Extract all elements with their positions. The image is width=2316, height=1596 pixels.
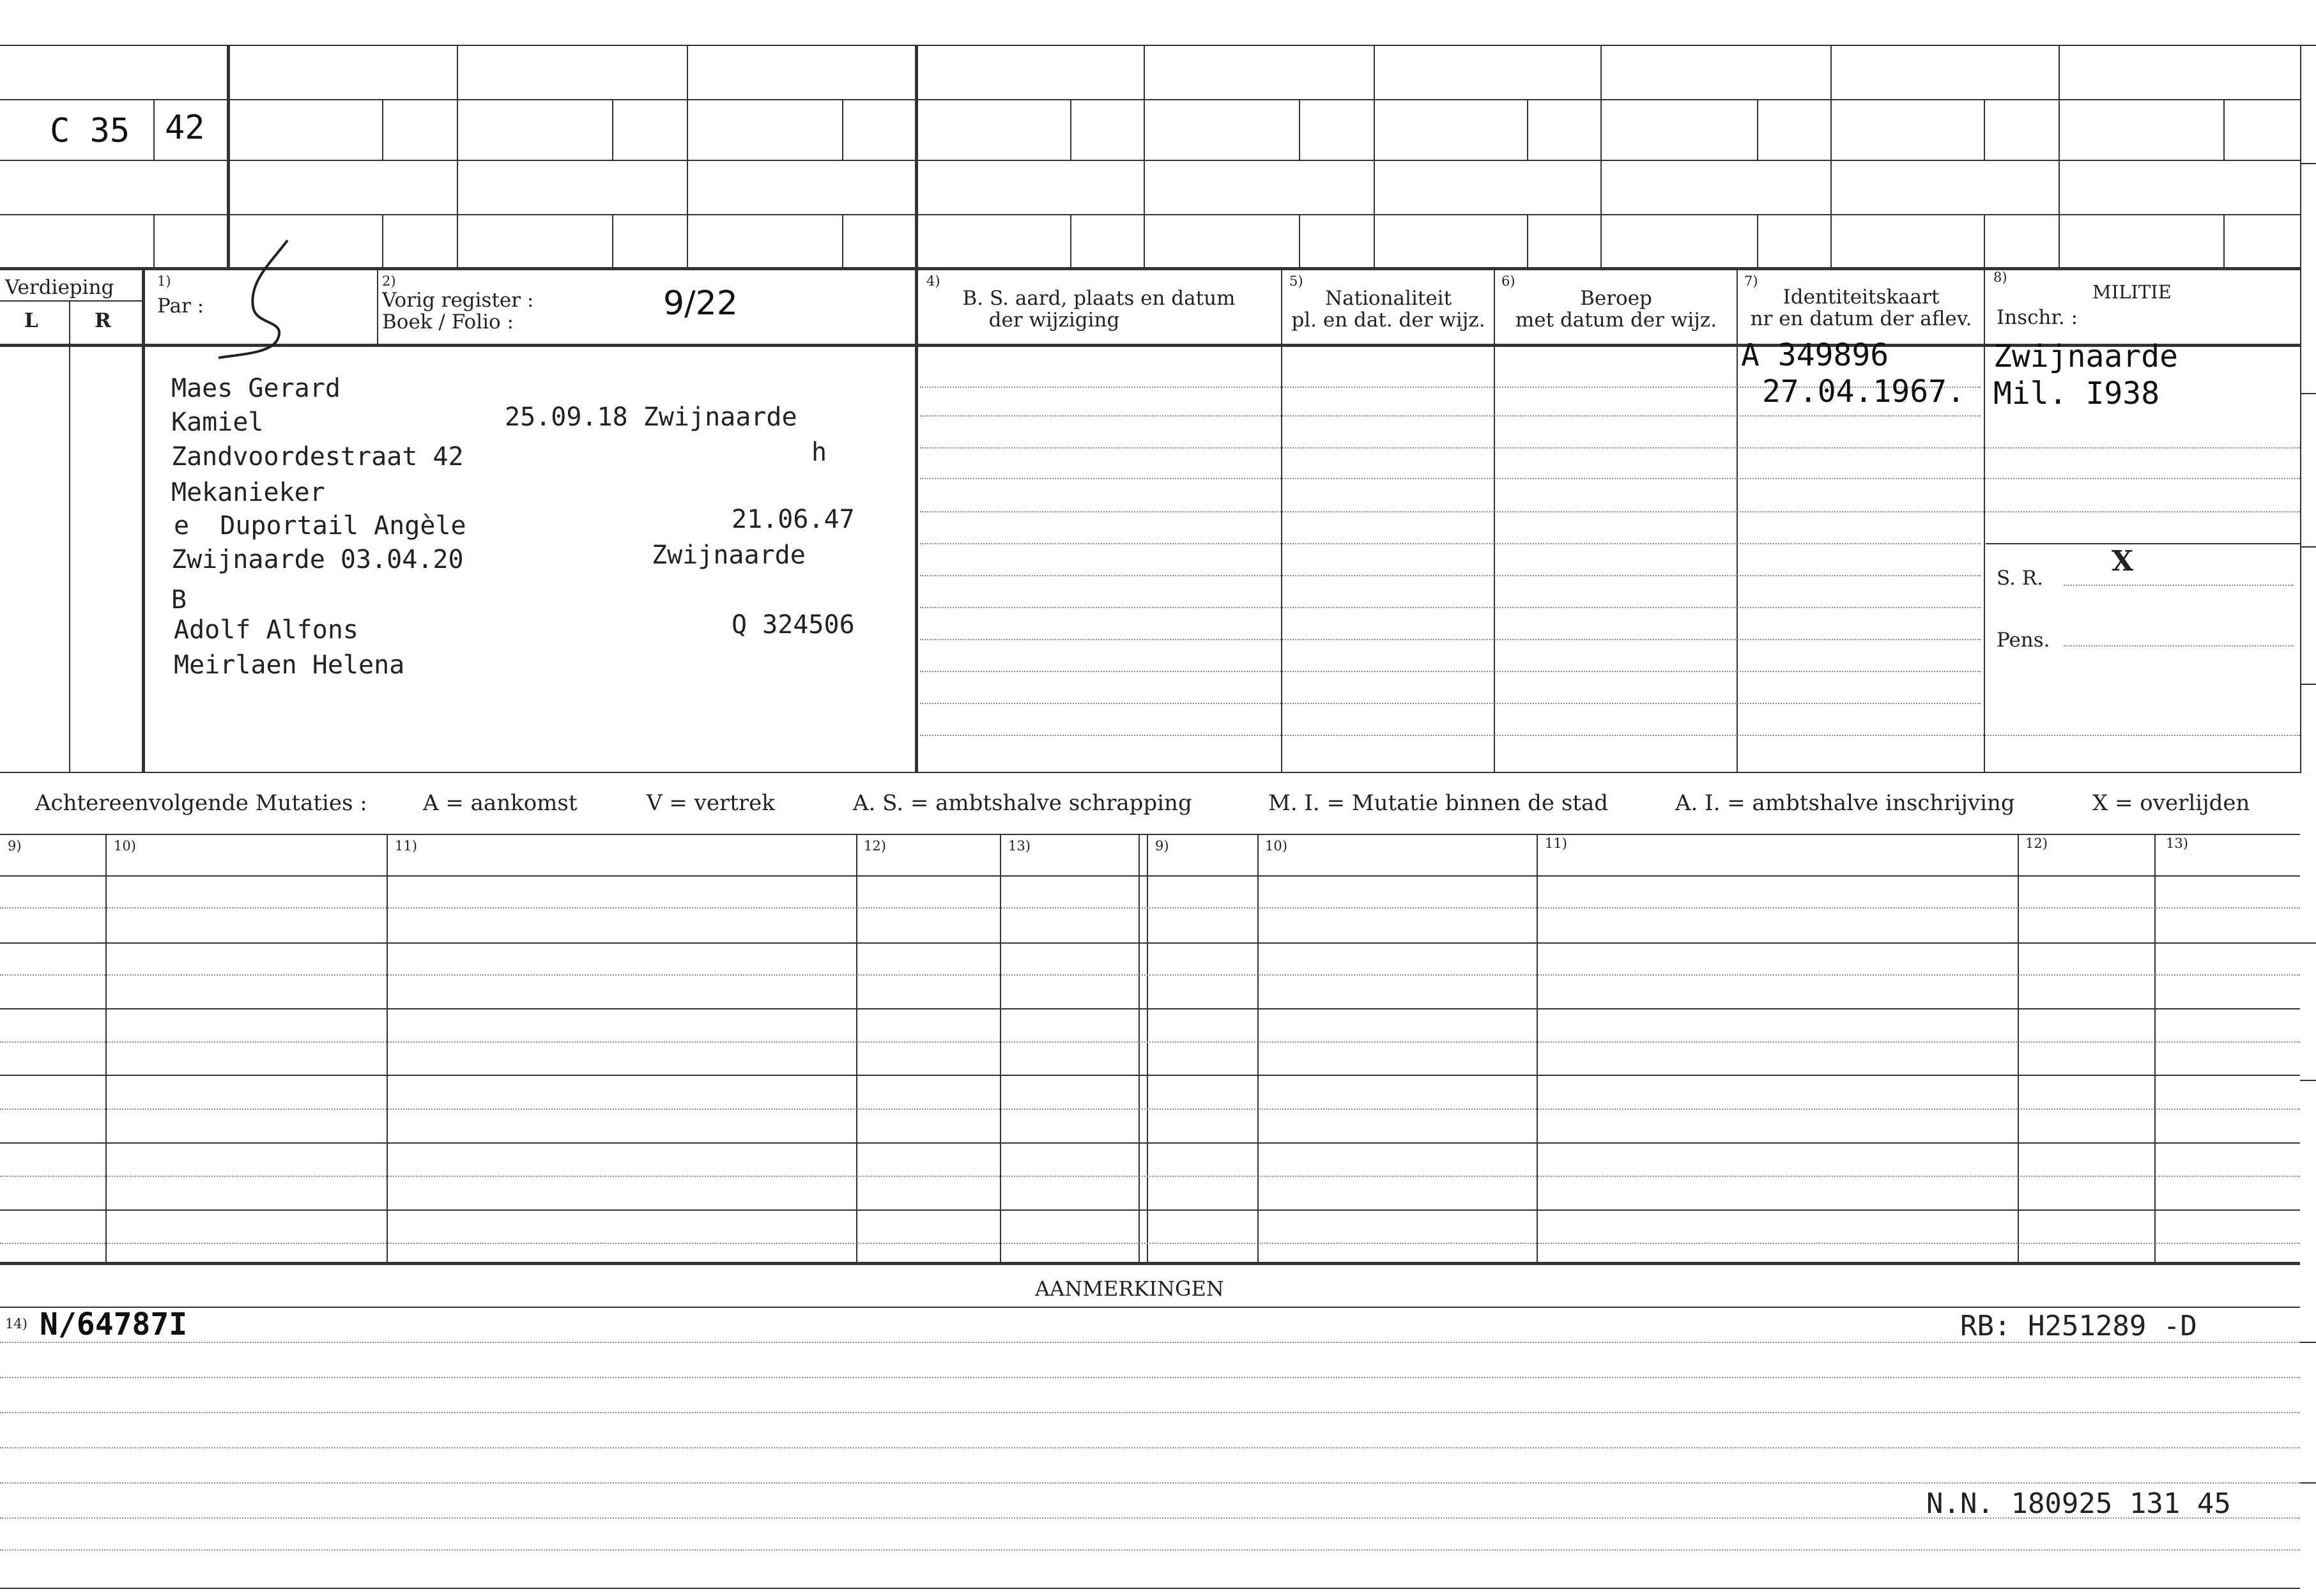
militia-divider xyxy=(1986,543,2300,544)
remarks-bottom xyxy=(0,1588,2300,1589)
grid-col xyxy=(457,45,458,268)
mutation-bottom xyxy=(0,1262,2300,1265)
spouse: e Duportail Angèle xyxy=(174,511,466,541)
grid-tick xyxy=(1757,99,1758,160)
vorig-register-value: 9/22 xyxy=(663,284,738,323)
mut-row xyxy=(0,1075,2300,1076)
grid-tick xyxy=(842,214,843,268)
grid-line-thick xyxy=(0,267,2300,270)
mutation-top xyxy=(0,834,2300,835)
legend-departure: V = vertrek xyxy=(647,790,775,816)
mut-col-label: 13) xyxy=(1008,838,1031,854)
person-block-bottom xyxy=(0,772,2300,773)
mut-row-dotted xyxy=(0,974,2300,976)
row-line xyxy=(920,703,1981,704)
col6-number: 6) xyxy=(1501,273,1515,289)
marriage-date: 21.06.47 xyxy=(732,505,855,534)
top-border xyxy=(0,45,2316,46)
remarks-row xyxy=(0,1342,2300,1343)
grid-tick xyxy=(612,214,613,268)
mut-col xyxy=(1257,834,1259,1263)
mut-row-dotted xyxy=(0,1109,2300,1110)
grid-tick xyxy=(2223,214,2225,268)
mut-col xyxy=(1139,834,1140,1263)
grid-col xyxy=(1830,45,1832,268)
edge-tick xyxy=(2300,684,2316,685)
col-r-label: R xyxy=(95,309,111,332)
edge-tick xyxy=(2300,163,2316,164)
father-name: Adolf Alfons xyxy=(174,615,358,645)
mut-col-label: 11) xyxy=(1545,836,1567,851)
col5-title-2: pl. en dat. der wijz. xyxy=(1291,309,1485,332)
row-line xyxy=(920,575,1981,576)
col4-title-2: der wijziging xyxy=(988,309,1120,332)
person-firstname: Kamiel xyxy=(171,408,264,437)
mut-row xyxy=(0,1008,2300,1009)
edge-tick xyxy=(2300,1482,2316,1484)
house-code: C 35 xyxy=(50,112,130,150)
edge-tick xyxy=(2300,1342,2316,1343)
grid-col xyxy=(153,99,155,160)
remarks-row xyxy=(0,1482,2300,1484)
mut-col-label: 10) xyxy=(1265,838,1287,854)
grid-col xyxy=(153,214,155,268)
row-line xyxy=(920,671,1981,672)
col4-number: 4) xyxy=(926,273,940,289)
mut-col-label: 9) xyxy=(8,838,22,854)
legend-official-removal: A. S. = ambtshalve schrapping xyxy=(853,790,1192,816)
house-number: 42 xyxy=(165,109,205,147)
militia-place: Zwijnaarde xyxy=(1993,339,2178,374)
verdieping-split xyxy=(0,300,144,302)
mut-col-label: 11) xyxy=(395,838,417,854)
col5-title-1: Nationaliteit xyxy=(1324,287,1452,310)
col-par xyxy=(377,268,378,344)
grid-tick xyxy=(1299,99,1300,160)
grid-tick xyxy=(1070,214,1071,268)
grid-line xyxy=(0,160,2300,161)
row-line xyxy=(920,447,2300,449)
grid-tick xyxy=(1757,214,1758,268)
grid-tick xyxy=(2223,99,2225,160)
spouse-birth: Zwijnaarde 03.04.20 xyxy=(171,545,464,574)
vorig-register-label: Vorig register : xyxy=(382,289,534,312)
pens-label: Pens. xyxy=(1997,629,2050,652)
remarks-row xyxy=(0,1517,2300,1519)
remarks-row xyxy=(0,1447,2300,1448)
grid-col xyxy=(1600,45,1602,268)
grid-col xyxy=(1374,45,1375,268)
birth-date-place: 25.09.18 Zwijnaarde xyxy=(505,403,797,432)
grid-line xyxy=(0,214,2300,215)
row-line xyxy=(920,639,1981,640)
grid-tick xyxy=(382,214,383,268)
legend-internal-move: M. I. = Mutatie binnen de stad xyxy=(1268,790,1608,816)
person-surname: Maes Gerard xyxy=(171,374,341,403)
row-line xyxy=(920,607,1981,608)
col-7 xyxy=(1737,268,1738,773)
grid-col xyxy=(2300,45,2301,268)
mut-col xyxy=(2018,834,2019,1263)
id-card-date: 27.04.1967. xyxy=(1762,374,1965,410)
col-right xyxy=(2300,268,2301,773)
mut-row-dotted xyxy=(0,907,2300,909)
grid-tick xyxy=(612,99,613,160)
nationality-code: B xyxy=(171,585,187,615)
mut-col xyxy=(105,834,107,1263)
legend-death: X = overlijden xyxy=(2092,790,2250,816)
mut-col xyxy=(856,834,857,1263)
mut-row xyxy=(0,1142,2300,1144)
remarks-row xyxy=(0,1549,2300,1551)
vorig-number: 2) xyxy=(382,273,396,289)
mut-row xyxy=(0,942,2300,944)
remarks-row xyxy=(0,1412,2300,1413)
mut-col xyxy=(1000,834,1001,1263)
mut-row xyxy=(0,1209,2300,1211)
row-line xyxy=(920,543,1981,544)
col8-number: 8) xyxy=(1993,270,2007,285)
col-verdieping xyxy=(142,268,145,773)
col7-number: 7) xyxy=(1744,273,1758,289)
col7-title-2: nr en datum der aflev. xyxy=(1750,307,1972,330)
col-l-r xyxy=(69,300,70,773)
remarks-title: AANMERKINGEN xyxy=(1035,1277,1224,1301)
mut-row-dotted xyxy=(0,1041,2300,1043)
col6-title-2: met datum der wijz. xyxy=(1515,309,1717,332)
remarks-top xyxy=(0,1307,2300,1308)
grid-col xyxy=(227,45,230,268)
grid-col xyxy=(1144,45,1145,268)
col-l-label: L xyxy=(24,309,38,332)
grid-col xyxy=(687,45,688,268)
mut-row-dotted xyxy=(0,1176,2300,1177)
grid-col xyxy=(2059,45,2060,268)
mut-col-label: 13) xyxy=(2166,836,2188,851)
col7-title-1: Identiteitskaart xyxy=(1783,286,1940,309)
row-line xyxy=(920,735,2300,736)
grid-tick xyxy=(382,99,383,160)
grid-tick xyxy=(1070,99,1071,160)
edge-tick xyxy=(2300,1080,2316,1081)
legend-official-registration: A. I. = ambtshalve inschrijving xyxy=(1675,790,2015,816)
reference-number: Q 324506 xyxy=(732,610,855,640)
pens-dotline xyxy=(2064,645,2294,647)
col5-number: 5) xyxy=(1289,273,1303,289)
legend-title: Achtereenvolgende Mutaties : xyxy=(35,790,367,816)
col6-title-1: Beroep xyxy=(1580,287,1652,310)
grid-tick xyxy=(1527,214,1528,268)
edge-tick xyxy=(2300,546,2316,548)
sr-value: X xyxy=(2112,545,2134,578)
mut-col xyxy=(387,834,388,1263)
mut-col-label: 12) xyxy=(2025,836,2048,851)
col-5 xyxy=(1281,268,1282,773)
grid-line xyxy=(0,99,2300,100)
mut-row-dotted xyxy=(0,1243,2300,1244)
remarks-row xyxy=(0,1377,2300,1378)
remarks-code: N/64787I xyxy=(40,1307,188,1342)
mut-col-label: 12) xyxy=(864,838,886,854)
grid-tick xyxy=(1299,214,1300,268)
grid-col xyxy=(915,45,918,268)
remarks-number: 14) xyxy=(5,1316,27,1331)
mut-col xyxy=(2154,834,2156,1263)
signature-mark xyxy=(211,236,313,364)
edge-tick xyxy=(2300,393,2316,394)
mut-col xyxy=(1537,834,1538,1263)
grid-tick xyxy=(842,99,843,160)
inschr-label: Inschr. : xyxy=(1997,306,2078,329)
sr-label: S. R. xyxy=(1997,567,2044,590)
legend-arrival: A = aankomst xyxy=(423,790,578,816)
par-number: 1) xyxy=(157,273,171,289)
mother-name: Meirlaen Helena xyxy=(174,650,405,680)
address-note: h xyxy=(811,438,827,467)
marriage-place: Zwijnaarde xyxy=(652,541,806,570)
mut-col-label: 10) xyxy=(114,838,136,854)
militie-title: MILITIE xyxy=(2092,281,2172,303)
grid-tick xyxy=(1984,99,1985,160)
occupation: Mekanieker xyxy=(171,478,325,507)
mut-col-label: 9) xyxy=(1155,838,1169,854)
remarks-nn: N.N. 180925 131 45 xyxy=(1926,1487,2231,1520)
address: Zandvoordestraat 42 xyxy=(171,442,464,472)
edge-tick xyxy=(2300,942,2316,944)
mut-row xyxy=(0,875,2300,877)
remarks-rb: RB: H251289 -D xyxy=(1960,1310,2197,1342)
header-bottom xyxy=(0,344,2300,347)
row-line xyxy=(920,511,2300,512)
id-card-number: A 349896 xyxy=(1741,337,1889,373)
col-4 xyxy=(915,268,918,773)
mut-col xyxy=(1147,834,1148,1263)
boek-folio-label: Boek / Folio : xyxy=(382,311,514,334)
row-line xyxy=(920,478,2300,479)
grid-tick xyxy=(1984,214,1985,268)
col-6 xyxy=(1494,268,1495,773)
col-8 xyxy=(1984,268,1985,773)
sr-dotline xyxy=(2064,585,2294,586)
row-line xyxy=(920,415,1981,417)
par-label: Par : xyxy=(157,295,204,318)
militia-class: Mil. I938 xyxy=(1993,376,2160,411)
grid-tick xyxy=(1527,99,1528,160)
verdieping-label: Verdieping xyxy=(5,276,114,299)
col4-title-1: B. S. aard, plaats en datum xyxy=(962,287,1236,310)
